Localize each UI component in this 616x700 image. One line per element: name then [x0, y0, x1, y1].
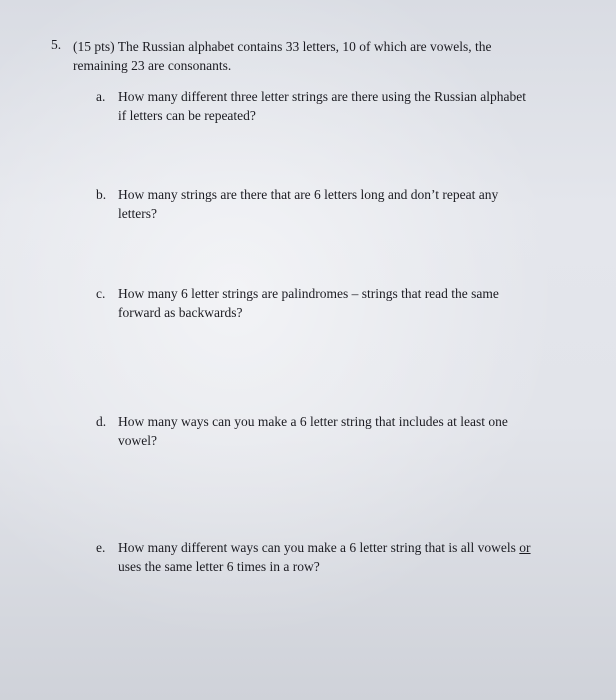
part-a-letter: a.	[96, 89, 106, 104]
part-e-text	[118, 538, 536, 576]
part-d-text: How many ways can you make a 6 letter string that includes at least one vowel?	[118, 414, 508, 448]
part-e-text-after: uses the same letter 6 times in a row?	[118, 559, 320, 574]
question-number: 5.	[51, 37, 62, 52]
part-d	[96, 412, 536, 450]
question-intro: (15 pts) The Russian alphabet contains 33 letters, 10 of which are vowels, the remaining 23 are consonants.	[73, 39, 492, 73]
part-b-text: How many strings are there that are 6 letters long and don’t repeat any letters?	[118, 187, 499, 221]
part-c	[96, 284, 536, 322]
part-c-letter: c.	[96, 286, 106, 301]
part-d-letter: d.	[96, 414, 107, 429]
part-a-text: How many different three letter strings are there using the Russian alphabet if letters can be repeated?	[118, 89, 526, 123]
part-e-letter: e.	[96, 540, 106, 555]
part-e-text-before: How many different ways can you make a 6 letter string that is all vowels	[118, 540, 520, 555]
part-e	[96, 538, 536, 576]
part-c-text: How many 6 letter strings are palindromes – strings that read the same forward as backwards?	[118, 286, 499, 320]
part-b-letter: b.	[96, 187, 107, 202]
part-a	[96, 87, 536, 125]
part-b	[96, 185, 536, 223]
part-e-or: or	[519, 540, 531, 555]
